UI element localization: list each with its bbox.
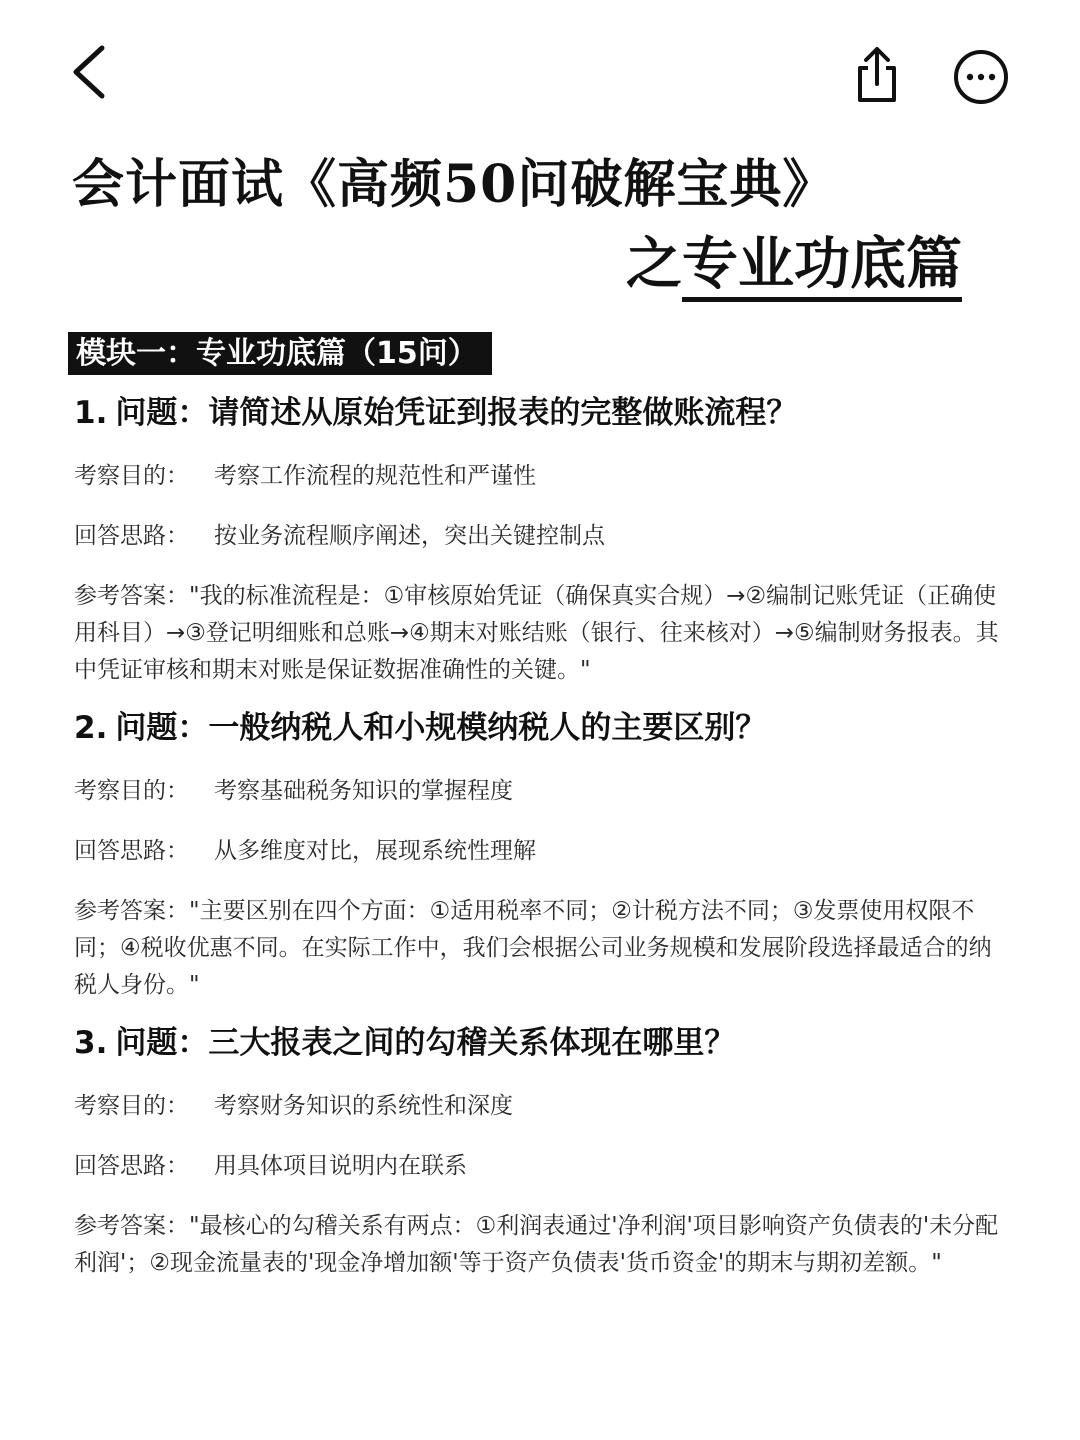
answer-row <box>74 578 1014 689</box>
answer-label: 参考答案： <box>74 583 189 609</box>
approach-row <box>74 518 1014 555</box>
top-bar <box>0 0 1080 150</box>
question-number: 3. <box>74 1025 108 1061</box>
question-heading <box>74 703 1014 753</box>
share-icon[interactable] <box>852 44 902 104</box>
purpose-label: 考察目的： <box>74 1093 189 1119</box>
question-text: 问题：请简述从原始凭证到报表的完整做账流程？ <box>115 395 798 431</box>
page-subtitle <box>626 228 962 300</box>
purpose-text: 考察财务知识的系统性和深度 <box>214 1093 513 1119</box>
subtitle-prefix: 之 <box>626 231 682 297</box>
answer-row <box>74 1208 1014 1282</box>
approach-label: 回答思路： <box>74 523 189 549</box>
approach-row <box>74 1148 1014 1185</box>
purpose-row <box>74 458 1014 495</box>
question-list <box>74 388 1014 1282</box>
question-card <box>74 1018 1014 1282</box>
approach-text: 按业务流程顺序阐述，突出关键控制点 <box>214 523 605 549</box>
answer-label: 参考答案： <box>74 898 189 924</box>
answer-row <box>74 893 1014 1004</box>
more-icon[interactable] <box>952 48 1010 106</box>
approach-text: 用具体项目说明内在联系 <box>214 1153 467 1179</box>
module-badge: 模块一：专业功底篇（15问） <box>68 332 492 375</box>
question-number: 1. <box>74 395 108 431</box>
page-title: 会计面试《高频50问破解宝典》 <box>72 154 836 215</box>
approach-label: 回答思路： <box>74 1153 189 1179</box>
approach-text: 从多维度对比，展现系统性理解 <box>214 838 536 864</box>
purpose-label: 考察目的： <box>74 778 189 804</box>
answer-text: "最核心的勾稽关系有两点：①利润表通过'净利润'项目影响资产负债表的'未分配利润'；②现金流量表的'现金净增加额'等于资产负债表'货币资金'的期末与期初差额。" <box>74 1213 999 1276</box>
purpose-text: 考察工作流程的规范性和严谨性 <box>214 463 536 489</box>
chevron-left-icon[interactable] <box>66 44 116 100</box>
question-card <box>74 703 1014 1018</box>
subtitle-underlined: 专业功底篇 <box>682 231 962 302</box>
question-number: 2. <box>74 710 108 746</box>
answer-text: "我的标准流程是：①审核原始凭证（确保真实合规）→②编制记账凭证（正确使用科目）→③登记明细账和总账→④期末对账结账（银行、往来核对）→⑤编制财务报表。其中凭证审核和期末对账是保证数据准确性的关键。" <box>74 583 999 683</box>
answer-label: 参考答案： <box>74 1213 189 1239</box>
purpose-label: 考察目的： <box>74 463 189 489</box>
approach-label: 回答思路： <box>74 838 189 864</box>
answer-text: "主要区别在四个方面：①适用税率不同；②计税方法不同；③发票使用权限不同；④税收优惠不同。在实际工作中，我们会根据公司业务规模和发展阶段选择最适合的纳税人身份。" <box>74 898 992 998</box>
question-card <box>74 388 1014 703</box>
question-heading <box>74 1018 1014 1068</box>
purpose-row <box>74 1088 1014 1125</box>
question-text: 问题：一般纳税人和小规模纳税人的主要区别？ <box>115 710 767 746</box>
question-heading <box>74 388 1014 438</box>
purpose-row <box>74 773 1014 810</box>
question-text: 问题：三大报表之间的勾稽关系体现在哪里？ <box>115 1025 736 1061</box>
purpose-text: 考察基础税务知识的掌握程度 <box>214 778 513 804</box>
approach-row <box>74 833 1014 870</box>
